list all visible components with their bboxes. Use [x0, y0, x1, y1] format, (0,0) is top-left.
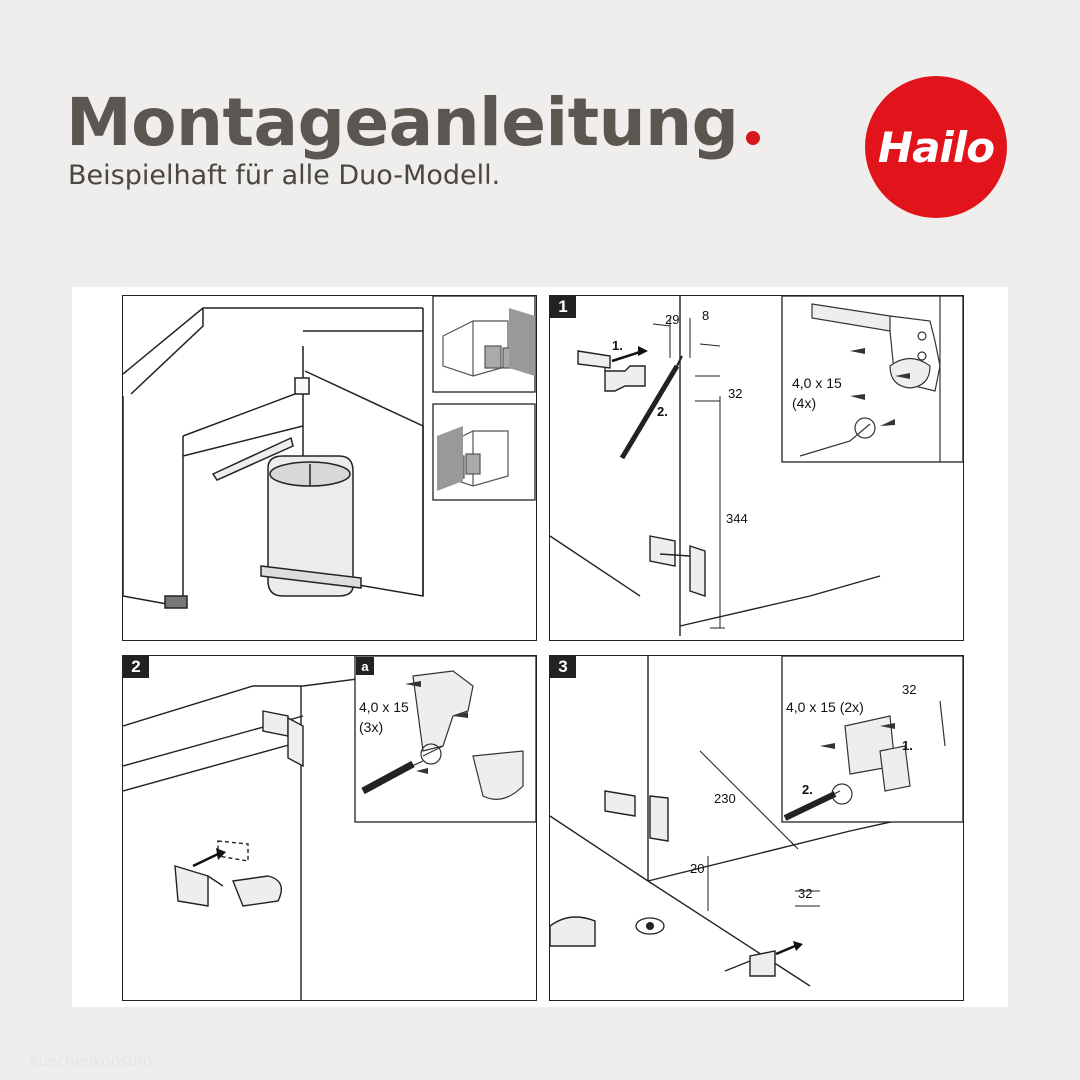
step-2-screw-spec: 4,0 x 15 — [359, 699, 409, 715]
dim-32-bottom: 32 — [798, 886, 813, 901]
step-2-inset-badge: a — [356, 657, 374, 675]
step-2-illustration — [123, 656, 536, 1000]
step-3-arrow-1: 1. — [902, 738, 913, 753]
step-1-arrow-1: 1. — [612, 338, 623, 353]
page-subtitle: Beispielhaft für alle Duo-Modell. — [68, 160, 501, 191]
dim-8: 8 — [702, 308, 710, 323]
dim-29: 29 — [665, 312, 680, 327]
step-3-badge: 3 — [550, 656, 576, 678]
step-3-illustration — [550, 656, 963, 1000]
step-1-screw-count: (4x) — [792, 395, 817, 411]
dim-344: 344 — [726, 511, 748, 526]
dim-230: 230 — [714, 791, 736, 806]
dim-20: 20 — [690, 861, 705, 876]
hailo-logo — [865, 76, 1007, 218]
step-2-screw-count: (3x) — [359, 719, 384, 735]
logo-text: Hailo — [877, 122, 995, 172]
step-1-badge: 1 — [550, 296, 576, 318]
dim-32: 32 — [728, 386, 743, 401]
dim-32-top: 32 — [902, 682, 917, 697]
watermark: kuechenkonsum — [30, 1052, 153, 1070]
step-1-panel — [549, 295, 964, 641]
step-2-badge: 2 — [123, 656, 149, 678]
title-dot — [746, 131, 760, 145]
page-title: Montageanleitung — [66, 84, 760, 161]
cabinet-overview-illustration — [123, 296, 536, 640]
step-3-arrow-2: 2. — [802, 782, 813, 797]
step-3-panel — [549, 655, 964, 1001]
instruction-sheet — [72, 287, 1008, 1007]
step-2-panel — [122, 655, 537, 1001]
step-1-arrow-2: 2. — [657, 404, 668, 419]
overview-panel — [122, 295, 537, 641]
step-1-screw-spec: 4,0 x 15 — [792, 375, 842, 391]
step-3-screw-spec: 4,0 x 15 (2x) — [786, 699, 864, 715]
